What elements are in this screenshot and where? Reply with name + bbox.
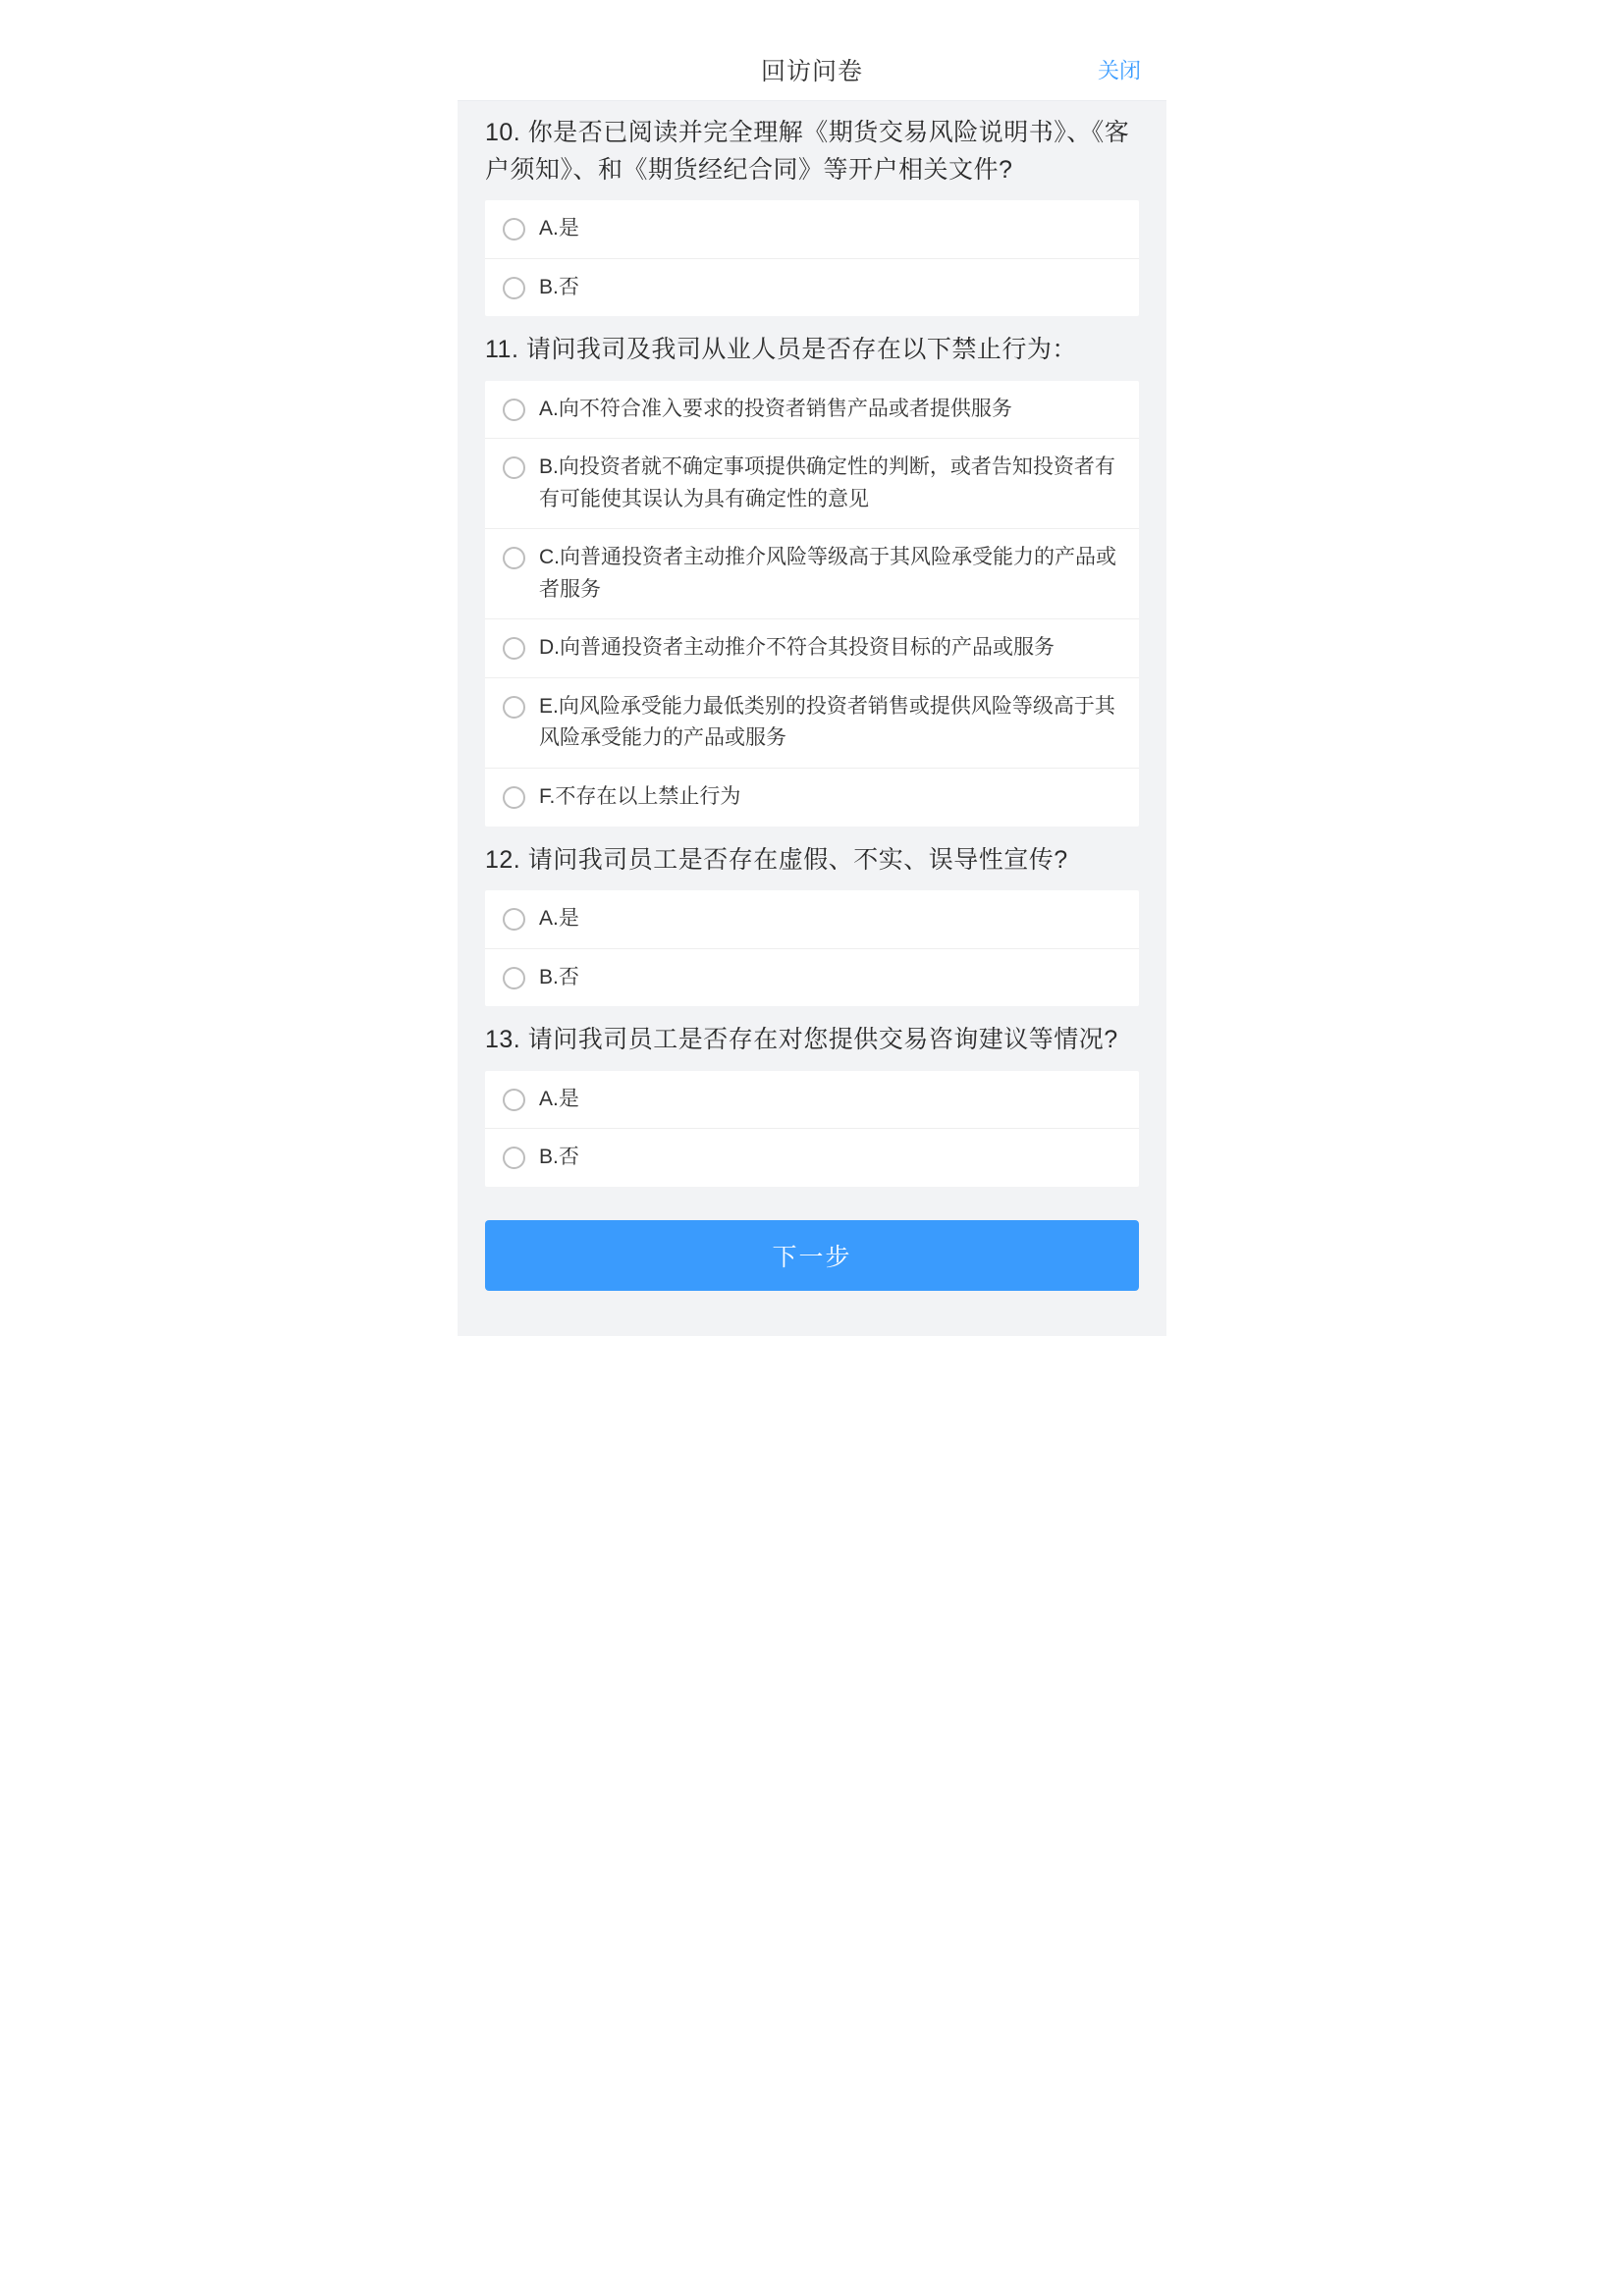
next-step-button[interactable]: 下一步 (485, 1220, 1139, 1291)
radio-icon[interactable] (503, 547, 525, 569)
radio-icon[interactable] (503, 637, 525, 660)
question-text: 11. 请问我司及我司从业人员是否存在以下禁止行为： (458, 316, 1166, 381)
option-label: B.否 (539, 275, 579, 298)
option-row[interactable] (485, 1129, 1139, 1187)
radio-icon[interactable] (503, 456, 525, 479)
option-row[interactable] (485, 259, 1139, 317)
footer-actions (458, 1187, 1166, 1316)
option-label: B.向投资者就不确定事项提供确定性的判断，或者告知投资者有有可能使其误认为具有确定性的意见 (539, 455, 1115, 510)
radio-icon[interactable] (503, 218, 525, 240)
option-row[interactable] (485, 529, 1139, 619)
option-row[interactable] (485, 769, 1139, 827)
option-label: E.向风险承受能力最低类别的投资者销售或提供风险等级高于其风险承受能力的产品或服务 (539, 694, 1115, 750)
question-options (485, 200, 1139, 316)
radio-icon[interactable] (503, 1089, 525, 1111)
option-label: B.否 (539, 965, 579, 988)
question-options (485, 890, 1139, 1006)
option-row[interactable] (485, 890, 1139, 949)
radio-icon[interactable] (503, 908, 525, 931)
radio-icon[interactable] (503, 696, 525, 719)
question-options (485, 381, 1139, 827)
option-row[interactable] (485, 619, 1139, 678)
option-row[interactable] (485, 439, 1139, 529)
option-label: B.否 (539, 1146, 579, 1169)
radio-icon[interactable] (503, 399, 525, 421)
questionnaire-content (458, 101, 1166, 1336)
close-button[interactable]: 关闭 (1097, 58, 1141, 83)
question-text: 10. 你是否已阅读并完全理解《期货交易风险说明书》、《客户须知》、和《期货经纪合同》等开户相关文件? (458, 101, 1166, 200)
page-title: 回访问卷 (760, 58, 863, 85)
option-row[interactable] (485, 678, 1139, 769)
option-label: A.是 (539, 1087, 579, 1110)
question-text: 12. 请问我司员工是否存在虚假、不实、误导性宣传? (458, 827, 1166, 891)
option-label: A.是 (539, 217, 579, 240)
radio-icon[interactable] (503, 1147, 525, 1169)
option-row[interactable] (485, 381, 1139, 440)
option-label: F.不存在以上禁止行为 (539, 784, 741, 808)
question-options (485, 1071, 1139, 1187)
option-row[interactable] (485, 949, 1139, 1007)
radio-icon[interactable] (503, 786, 525, 809)
radio-icon[interactable] (503, 967, 525, 989)
option-label: A.是 (539, 907, 579, 931)
question-text: 13. 请问我司员工是否存在对您提供交易咨询建议等情况? (458, 1006, 1166, 1071)
questionnaire-app (458, 39, 1166, 1336)
radio-icon[interactable] (503, 277, 525, 299)
option-label: C.向普通投资者主动推介风险等级高于其风险承受能力的产品或者服务 (539, 546, 1116, 601)
option-label: A.向不符合准入要求的投资者销售产品或者提供服务 (539, 397, 1012, 420)
navbar (458, 39, 1166, 101)
option-row[interactable] (485, 200, 1139, 259)
option-label: D.向普通投资者主动推介不符合其投资目标的产品或服务 (539, 636, 1055, 660)
option-row[interactable] (485, 1071, 1139, 1130)
